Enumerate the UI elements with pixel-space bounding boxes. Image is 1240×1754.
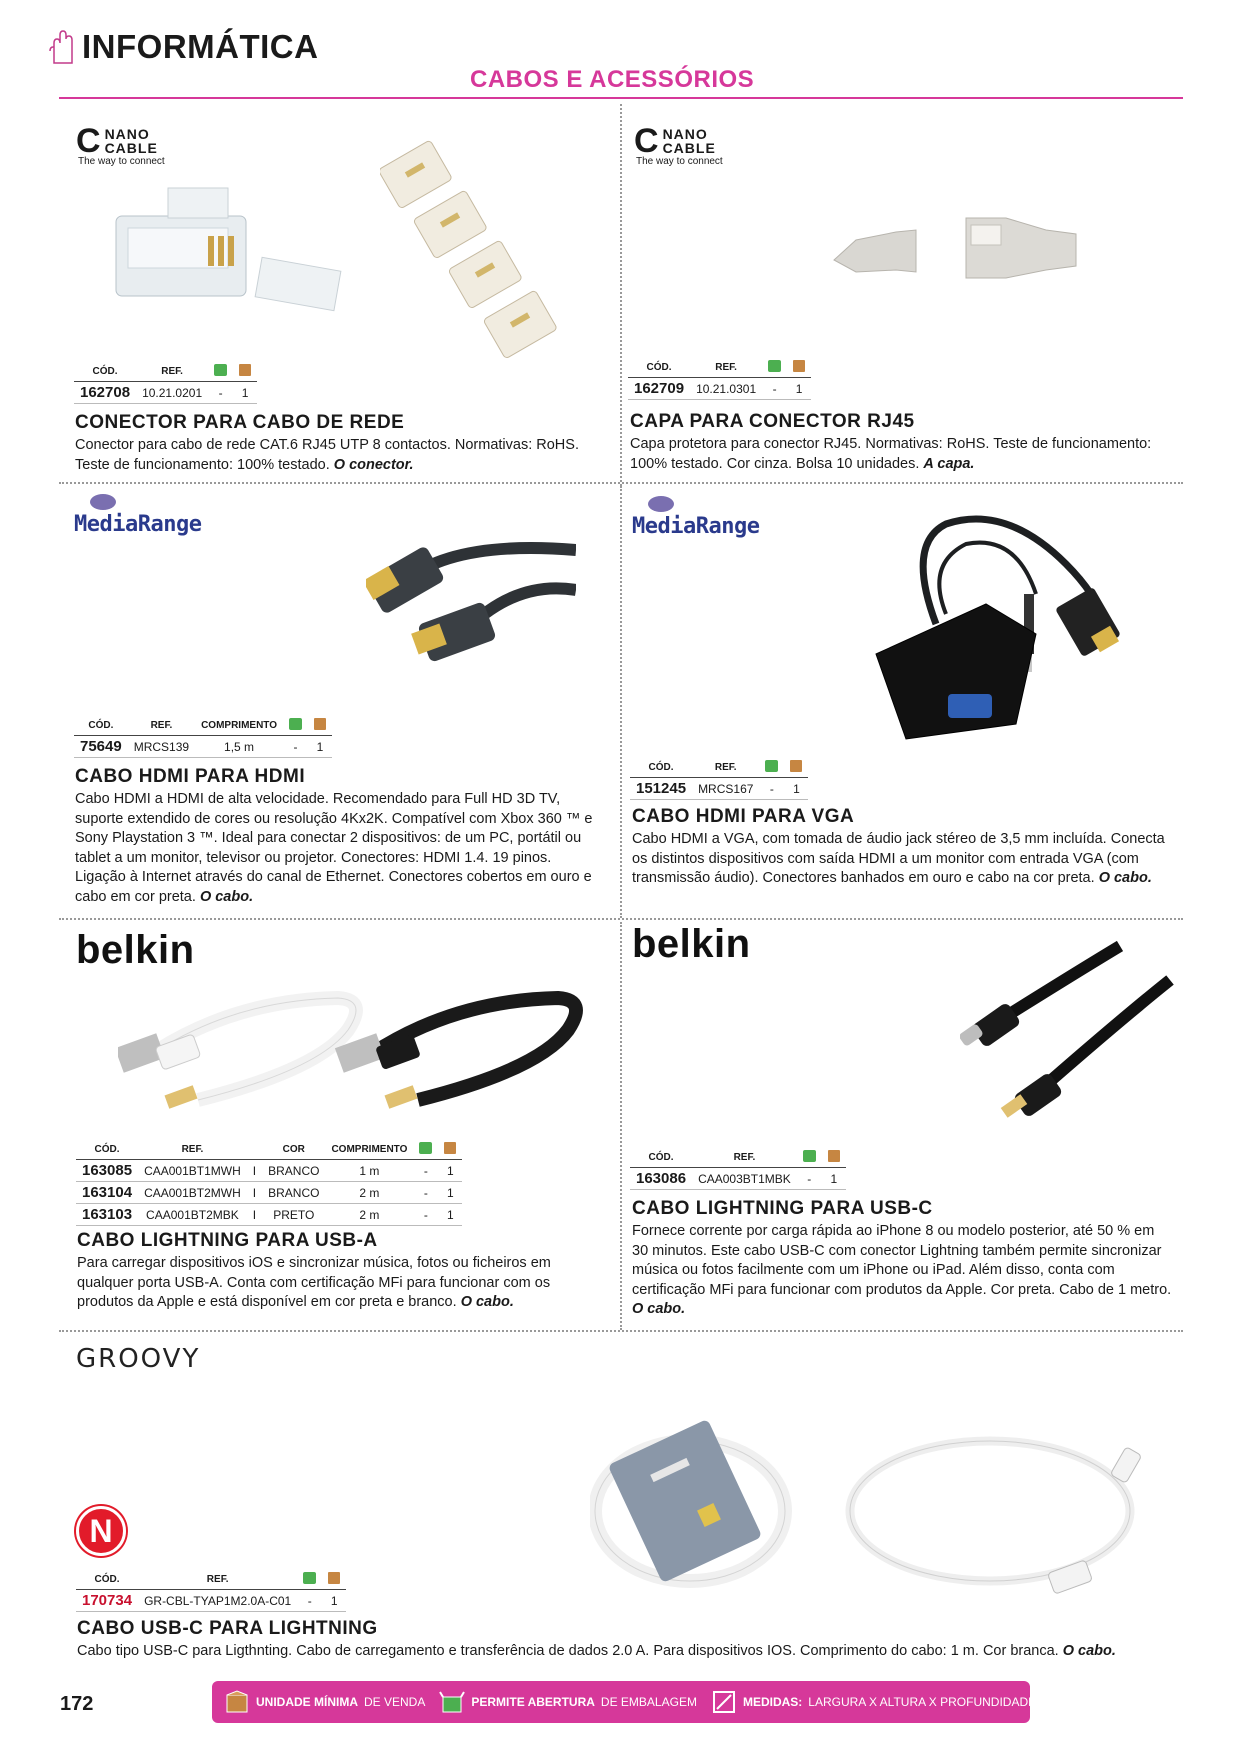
rj45-connector-image <box>108 186 348 326</box>
product-title: CABO HDMI PARA HDMI <box>75 766 306 787</box>
row-divider <box>59 918 1183 920</box>
open-package-icon <box>214 364 227 376</box>
spec-table: CÓD. REF. 162708 10.21.0201 - 1 <box>74 362 257 404</box>
product-title: CABO USB-C PARA LIGHTNING <box>77 1618 378 1639</box>
product-title: CAPA PARA CONECTOR RJ45 <box>630 411 915 432</box>
open-package-icon <box>768 360 781 372</box>
open-package-icon <box>419 1142 432 1154</box>
product-description: Para carregar dispositivos iOS e sincronizar música, fotos ou ficheiros em qualquer porta USB-A. Conta com certificação MFi para funcionar com os produtos da Apple e está disponível em cor preta e branco. O cabo. <box>77 1255 551 1310</box>
brand-logo-mediarange: MediaRange <box>632 496 759 539</box>
brand-logo-groovy: GROOVY <box>76 1344 201 1374</box>
table-row: 162709 10.21.0301 - 1 <box>628 378 811 400</box>
spec-table: CÓD. REF. 151245 MRCS167 - 1 <box>630 758 808 800</box>
spec-table: CÓD. REF. COR COMPRIMENTO 163085 CAA001BT1MWH I BRANCO 1 m - 1 163104 CAA001BT2MWH I BRANCO 2 m - 1 163103 CAA001BT2MBK I PRETO 2 m - 1 <box>76 1140 462 1226</box>
rj45-pack-image <box>380 132 600 362</box>
row-divider <box>59 1330 1183 1332</box>
box-icon <box>828 1150 840 1162</box>
product-description: Capa protetora para conector RJ45. Normativas: RoHS. Teste de funcionamento: 100% testado. Cor cinza. Bolsa 10 unidades. A capa. <box>630 436 1152 472</box>
product-description: Fornece corrente por carga rápida ao iPhone 8 ou modelo posterior, até 50 % em 30 minutos. Este cabo USB-C com conector Lightning também permite sincronizar música ou fotos facilmente com um iPhone ou iPad. Além disso, conta com certificação MFi para funcionar com produtos da Apple. Cor preta. Cabo de 1 metro. O cabo. <box>632 1223 1172 1317</box>
spec-table: CÓD. REF. COMPRIMENTO 75649 MRCS139 1,5 m - 1 <box>74 716 332 758</box>
box-icon <box>444 1142 456 1154</box>
open-package-icon <box>289 718 302 730</box>
box-icon <box>793 360 805 372</box>
brand-logo-nanocable: C NANO CABLE The way to connect <box>634 122 723 167</box>
open-package-icon <box>765 760 778 772</box>
lightning-usb-c-cable-image <box>960 940 1180 1140</box>
box-icon <box>239 364 251 376</box>
section-header <box>48 28 318 66</box>
product-title: CABO LIGHTNING PARA USB-C <box>632 1198 933 1219</box>
table-row: 163103 CAA001BT2MBK I PRETO 2 m - 1 <box>76 1204 462 1226</box>
spec-table: CÓD. REF. 162709 10.21.0301 - 1 <box>628 358 811 400</box>
column-divider <box>620 486 622 918</box>
hand-icon <box>48 29 76 65</box>
mediarange-mark-icon <box>90 494 116 510</box>
box-icon <box>790 760 802 772</box>
dimensions-icon <box>711 1689 737 1715</box>
column-divider <box>620 922 622 1330</box>
lightning-usb-a-cables-image <box>118 990 588 1120</box>
table-row: 163104 CAA001BT2MWH I BRANCO 2 m - 1 <box>76 1182 462 1204</box>
page-number: 172 <box>60 1693 94 1715</box>
table-row: 163085 CAA001BT1MWH I BRANCO 1 m - 1 <box>76 1160 462 1182</box>
open-package-icon <box>803 1150 816 1162</box>
product-title: CONECTOR PARA CABO DE REDE <box>75 412 405 433</box>
open-package-icon <box>303 1572 316 1584</box>
rj45-boot-image <box>826 210 1086 290</box>
brand-logo-mediarange: MediaRange <box>74 494 201 537</box>
table-row: 163086 CAA003BT1MBK - 1 <box>630 1168 846 1190</box>
header-rule <box>59 97 1183 99</box>
hdmi-cable-image <box>366 520 576 680</box>
table-row: 162708 10.21.0201 - 1 <box>74 382 257 404</box>
row-divider <box>59 482 1183 484</box>
new-product-badge: N <box>76 1506 126 1556</box>
box-icon <box>328 1572 340 1584</box>
usb-c-lightning-cable-image <box>590 1416 1170 1616</box>
product-description: Conector para cabo de rede CAT.6 RJ45 UTP 8 contactos. Normativas: RoHS. Teste de funcionamento: 100% testado. O conector. <box>75 437 579 473</box>
brand-logo-belkin: belkin <box>76 928 195 972</box>
open-package-icon <box>439 1689 465 1715</box>
legend-dimensions: MEDIDAS: LARGURA X ALTURA X PROFUNDIDADE <box>711 1689 1036 1715</box>
box-icon <box>224 1689 250 1715</box>
product-title: CABO HDMI PARA VGA <box>632 806 855 827</box>
product-title: CABO LIGHTNING PARA USB-A <box>77 1230 378 1251</box>
table-row: 151245 MRCS167 - 1 <box>630 778 808 800</box>
product-description: Cabo HDMI a VGA, com tomada de áudio jack stéreo de 3,5 mm incluída. Conecta os distintos dispositivos com saída HDMI a um monitor com entrada VGA (com transmissão áudio). Conectores banhados em ouro e cabo na cor preta. O cabo. <box>632 831 1165 886</box>
legend-open-package: PERMITE ABERTURA DE EMBALAGEM <box>439 1689 697 1715</box>
product-description: Cabo HDMI a HDMI de alta velocidade. Recomendado para Full HD 3D TV, suporte extendido de cores ou resolução 4Kx2K. Compatível com Xbox 360 ™ e Sony Playstation 3 ™. Ideal para conectar 2 dispositivos: de um PC, portátil ou tablet a um monitor, televisor ou projetor. Conectores: HDMI 1.4. 19 pinos. Ligação à Internet através do canal de Ethernet. Conectores cobertos em ouro e cabo em cor preta. O cabo. <box>75 791 593 905</box>
product-description: Cabo tipo USB-C para Ligthnting. Cabo de carregamento e transferência de dados 2.0 A. Para dispositivos IOS. Comprimento do cabo: 1 m. Cor branca. O cabo. <box>77 1643 1116 1659</box>
spec-table: CÓD. REF. 170734 GR-CBL-TYAP1M2.0A-C01 - 1 <box>76 1570 346 1612</box>
hdmi-vga-adapter-image <box>866 504 1156 744</box>
subsection-title: CABOS E ACESSÓRIOS <box>470 66 755 93</box>
table-row: 75649 MRCS139 1,5 m - 1 <box>74 736 332 758</box>
legend-bar <box>212 1681 1037 1723</box>
table-row: 170734 GR-CBL-TYAP1M2.0A-C01 - 1 <box>76 1590 346 1612</box>
brand-logo-nanocable: C NANO CABLE The way to connect <box>76 122 165 167</box>
brand-logo-belkin: belkin <box>632 922 751 966</box>
column-divider <box>620 104 622 486</box>
mediarange-mark-icon <box>648 496 674 512</box>
box-icon <box>314 718 326 730</box>
section-title: INFORMÁTICA <box>82 28 319 65</box>
spec-table: CÓD. REF. 163086 CAA003BT1MBK - 1 <box>630 1148 846 1190</box>
legend-min-unit: UNIDADE MÍNIMA DE VENDA <box>224 1689 425 1715</box>
